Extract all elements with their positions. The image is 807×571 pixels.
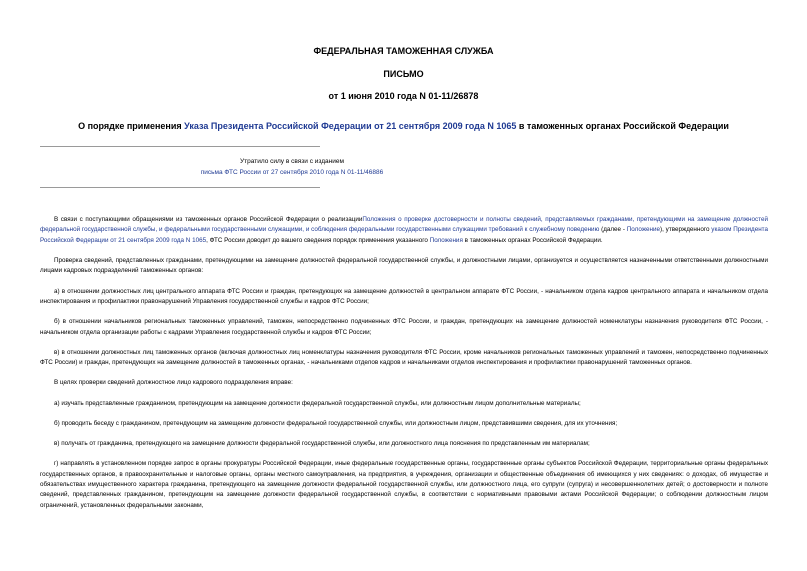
divider-bottom	[40, 187, 320, 188]
title-prefix: О порядке применения	[78, 121, 185, 131]
organization-name: ФЕДЕРАЛЬНАЯ ТАМОЖЕННАЯ СЛУЖБА	[313, 46, 494, 56]
paragraph: В целях проверки сведений должностное лицо кадрового подразделения вправе:	[54, 379, 293, 387]
decree-link[interactable]: указом Президента Российской Федерации от 21 сентября 2009 года N 1065	[40, 226, 768, 244]
repeal-letter-link[interactable]: письма ФТС России от 27 сентября 2010 года N 01-11/46886	[200, 169, 384, 176]
paragraph: б) в отношении начальников региональных таможенных управлений, таможен, непосредственно подчиненных ФТС России, и граждан, претендующих на замещение должностей номенклатуры назначения руководителя ФТС России, - начальником отдела организации работы с кадрами Управления государственной службы и кадров ФТС России;	[40, 318, 768, 336]
paragraph: г) направлять в установленном порядке запрос в органы прокуратуры Российской Федерации, иные федеральные государственные органы, государственные органы субъектов Российской Федерации, территориальные органы федеральных государственных органов, в правоохранительные и налоговые органы, органы местного самоуправления, на предприятия, в учреждения, организации и общественные объединения об имеющихся у них сведениях: о доходах, об имуществе и обязательствах имущественного характера гражданина, претендующего на замещение должности федеральной государственной службы, или должностного лица, его супруги (супруга) и несовершеннолетних детей; о достоверности и полноте сведений, представленных гражданином, претендующим на замещение должности федеральной государственной службы, в соответствии с нормативными правовыми актами Российской Федерации; о соблюдении должностным лицом ограничений, установленных федеральными законами,	[40, 460, 768, 509]
title-suffix: в таможенных органах Российской Федерации	[516, 121, 729, 131]
document-title	[20, 121, 787, 131]
paragraph: в) в отношении должностных лиц таможенных органов (включая должностных лиц номенклатуры назначения руководителя ФТС России, кроме начальников региональных таможенных управлений и таможен, непосредственно подчиненных ФТС России) и граждан, претендующих на замещение должностей в таможенных органах, - начальниками отделов кадров и начальниками отделов инспектирования и профилактики правонарушений таможенных органов.	[40, 348, 768, 367]
text-run: , ФТС России доводит до вашего сведения порядок применения указанного	[206, 236, 430, 244]
repeal-note-link-line	[40, 168, 544, 178]
regulation-short-link[interactable]: Положение	[626, 226, 661, 234]
divider-top	[40, 146, 320, 147]
title-decree-link[interactable]: Указа Президента Российской Федерации от 21 сентября 2009 года N 1065	[184, 121, 517, 131]
paragraph: Проверка сведений, представленных гражданами, претендующими на замещение должностей федеральной государственной службы, и должностными лицами, организуется и осуществляется назначенными ответственными должностными лицами кадровых подразделений таможенных органов:	[40, 257, 768, 275]
document-date: от 1 июня 2010 года N 01-11/26878	[328, 91, 479, 101]
paragraph: б) проводить беседу с гражданином, претендующим на замещение должности федеральной государственной службы, или должностным лицом, представившими сведения, для их уточнения;	[54, 419, 618, 427]
text-run: в таможенных органах Российской Федерации.	[462, 236, 603, 244]
text-run: ), утвержденного	[660, 226, 712, 234]
paragraph: а) в отношении должностных лиц центрального аппарата ФТС России и граждан, претендующих на замещение должностей в центральном аппарате ФТС России, - начальником отдела кадров центрального аппарата и начальником отдела инспектирования и профилактики правонарушений Управления государственной службы и кадров ФТС России;	[40, 287, 768, 306]
paragraph: а) изучать представленные гражданином, претендующим на замещение должности федеральной государственной службы, или должностным лицом дополнительные материалы;	[54, 399, 581, 407]
document-type: ПИСЬМО	[383, 69, 424, 79]
regulation-link[interactable]: Положения о проверке достоверности и полноты сведений, представляемых гражданами, претендующими на замещение должностей федеральной государственной службы, и федеральными государственными служащими, и соблюдения федеральными государственными служащими требований к служебному поведению	[40, 216, 768, 234]
paragraph: в) получать от гражданина, претендующего на замещение должности федеральной государственной службы, или должностного лица пояснения по представленным им материалам;	[54, 440, 590, 448]
document-body	[40, 215, 768, 521]
regulation-short-link-2[interactable]: Положения	[429, 236, 463, 244]
text-run: (далее -	[599, 226, 627, 234]
paragraph	[40, 215, 768, 246]
text-run: В связи с поступающими обращениями из таможенных органов Российской Федерации о реализации	[54, 216, 363, 223]
repeal-note: Утратило силу в связи с изданием	[240, 158, 344, 165]
